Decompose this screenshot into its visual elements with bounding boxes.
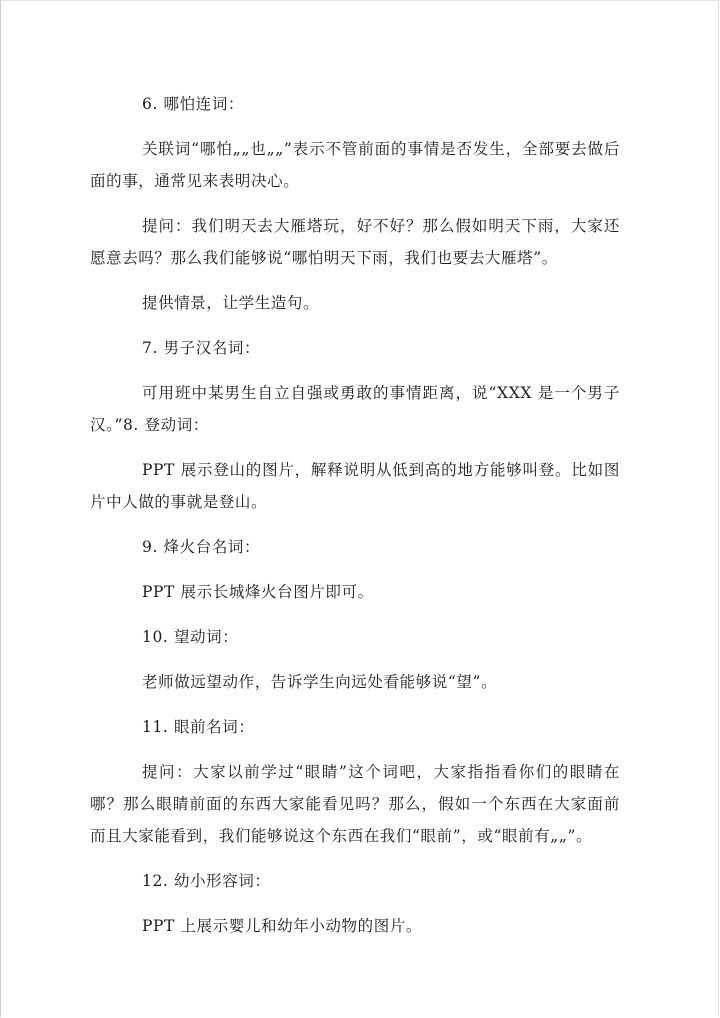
heading-10: 10. 望动词：: [142, 628, 239, 646]
document-body: [90, 88, 620, 955]
heading-11: 11. 眼前名词：: [142, 718, 255, 736]
paragraph-11: 提问：大家以前学过“眼睛”这个词吧，大家指指看你们的眼睛在哪？那么眼睛前面的东西大家能看见吗？那么，假如一个东西在大家面前而且大家能看到，我们能够说这个东西在我们“眼前”，或“眼前有„„”。: [90, 763, 620, 845]
heading-6: 6. 哪怕连词：: [142, 95, 245, 113]
paragraph-7: 可用班中某男生自立自强或勇敢的事情距离，说“XXX 是一个男子汉。”8. 登动词：: [90, 384, 620, 434]
heading-12: 12. 幼小形容词：: [142, 872, 271, 890]
paragraph-6-definition: 关联词“哪怕„„也„„”表示不管前面的事情是否发生，全部要去做后面的事，通常见来表明决心。: [90, 140, 620, 190]
paragraph-8: PPT 展示登山的图片，解释说明从低到高的地方能够叫登。比如图片中人做的事就是登山。: [90, 461, 620, 511]
heading-9: 9. 烽火台名词：: [142, 538, 261, 556]
paragraph-10: 老师做远望动作，告诉学生向远处看能够说“望”。: [142, 673, 498, 691]
heading-7: 7. 男子汉名词：: [142, 339, 261, 357]
paragraph-6-question: 提问：我们明天去大雁塔玩，好不好？那么假如明天下雨，大家还愿意去吗？那么我们能够说“哪怕明天下雨，我们也要去大雁塔”。: [90, 217, 620, 267]
paragraph-6-practice: 提供情景，让学生造句。: [142, 294, 320, 312]
paragraph-9: PPT 展示长城烽火台图片即可。: [142, 583, 374, 601]
paragraph-12: PPT 上展示婴儿和幼年小动物的图片。: [142, 917, 423, 935]
